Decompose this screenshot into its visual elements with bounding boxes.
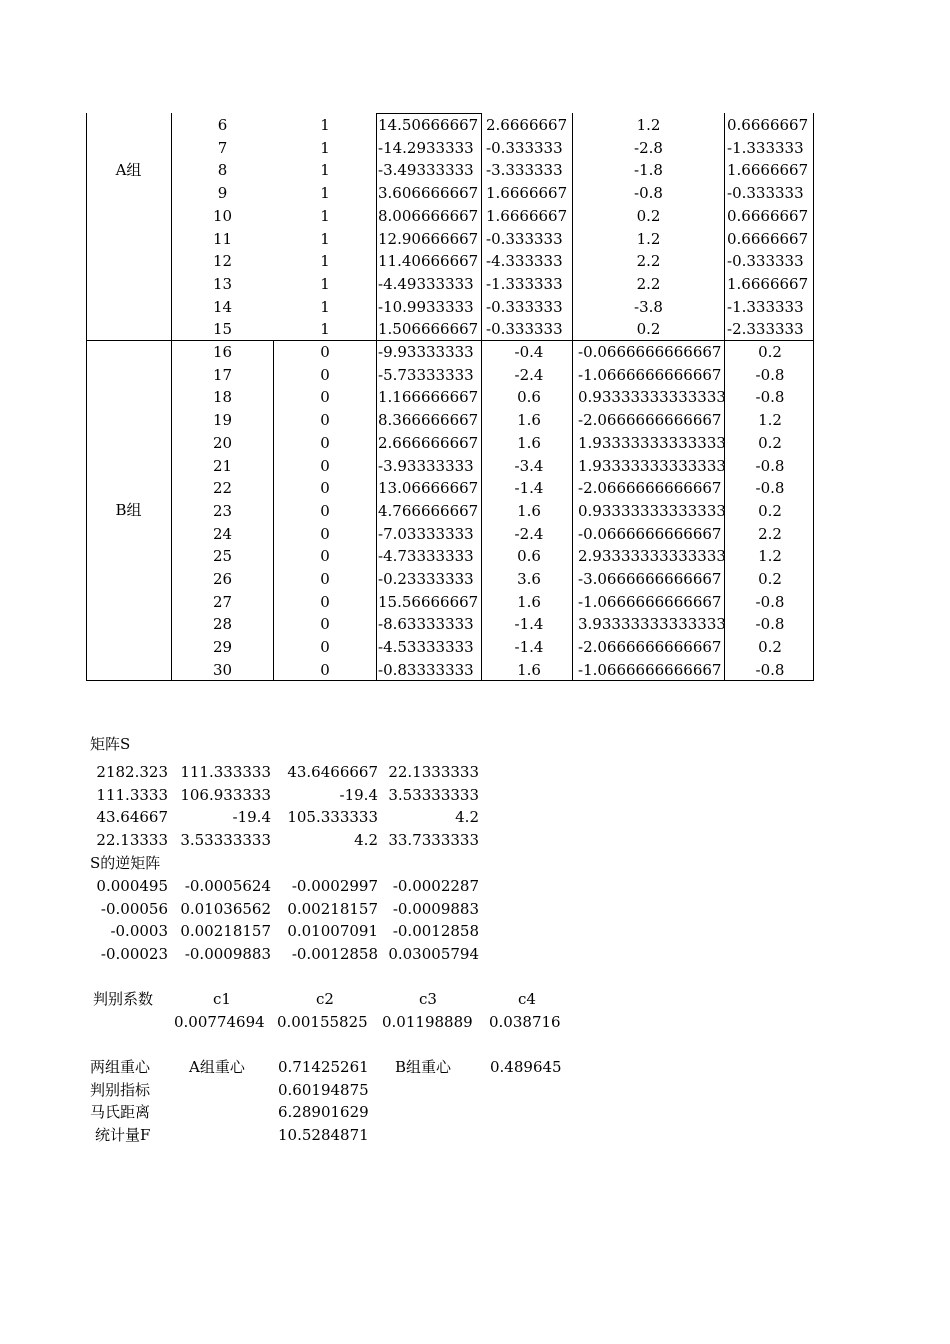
table-cell: 1 bbox=[320, 116, 330, 134]
matrix-s-title: 矩阵S bbox=[90, 735, 131, 753]
table-cell: 13 bbox=[212, 274, 233, 293]
matrix-cell: -0.0009883 bbox=[184, 945, 271, 964]
table-cell: 16 bbox=[212, 343, 233, 361]
table-cell: 3.6 bbox=[517, 570, 541, 588]
table-cell: 0.6 bbox=[517, 388, 541, 407]
table-cell: -1.0666666666667 bbox=[578, 365, 722, 384]
a-centroid-value: 0.71425261 bbox=[278, 1058, 369, 1076]
table-cell: -1.4 bbox=[514, 479, 544, 498]
coefficient-value: 0.01198889 bbox=[382, 1013, 473, 1031]
table-cell: 23 bbox=[212, 501, 233, 520]
matrix-cell: -19.4 bbox=[232, 808, 271, 827]
table-cell: -1.333333 bbox=[727, 297, 804, 316]
table-cell: 11.40666667 bbox=[378, 252, 479, 271]
table-cell: -4.53333333 bbox=[378, 638, 474, 657]
table-border bbox=[376, 340, 377, 681]
matrix-cell: 105.333333 bbox=[287, 808, 378, 827]
table-cell: -0.8 bbox=[755, 365, 785, 384]
table-cell: 2.2 bbox=[636, 274, 661, 293]
table-cell: 14 bbox=[212, 297, 233, 316]
b-centroid-value: 0.489645 bbox=[490, 1058, 562, 1076]
table-cell: 1.93333333333333 bbox=[578, 433, 726, 452]
index-value: 0.60194875 bbox=[278, 1081, 369, 1099]
table-cell: 0.2 bbox=[758, 501, 782, 520]
table-cell: -14.2933333 bbox=[378, 138, 474, 157]
matrix-cell: 3.53333333 bbox=[388, 785, 479, 804]
table-cell: 0 bbox=[320, 433, 330, 452]
table-border bbox=[86, 113, 87, 681]
table-cell: 2.2 bbox=[636, 252, 661, 271]
table-cell: 0 bbox=[320, 365, 330, 384]
mahalanobis-label: 马氏距离 bbox=[90, 1103, 151, 1121]
index-label: 判别指标 bbox=[90, 1081, 151, 1099]
table-cell: 18 bbox=[212, 388, 233, 407]
table-cell: 1.2 bbox=[636, 116, 661, 134]
table-cell: 1.6666667 bbox=[727, 274, 809, 293]
table-cell: -0.333333 bbox=[727, 184, 804, 203]
table-cell: 0.2 bbox=[758, 433, 782, 452]
table-cell: -0.8 bbox=[755, 388, 785, 407]
table-cell: 1.93333333333333 bbox=[578, 456, 726, 475]
table-cell: 0.2 bbox=[758, 570, 782, 588]
table-cell: -1.8 bbox=[634, 161, 663, 180]
table-cell: 9 bbox=[217, 184, 228, 203]
table-cell: 0 bbox=[320, 411, 330, 430]
table-cell: 1 bbox=[320, 320, 330, 339]
table-cell: 1 bbox=[320, 138, 330, 157]
group-b-label: B组 bbox=[115, 501, 142, 519]
table-cell: 10 bbox=[212, 206, 233, 225]
table-cell: 20 bbox=[212, 433, 233, 452]
table-cell: 1 bbox=[320, 184, 330, 203]
table-border bbox=[813, 113, 814, 681]
table-cell: -1.333333 bbox=[727, 138, 804, 157]
table-cell: 1.2 bbox=[758, 547, 782, 566]
table-cell: 2.6666667 bbox=[486, 116, 568, 134]
table-cell: 1 bbox=[320, 229, 330, 248]
table-cell: -2.4 bbox=[514, 365, 544, 384]
table-cell: -1.0666666666667 bbox=[578, 660, 722, 679]
table-cell: -2.0666666666667 bbox=[578, 638, 722, 657]
table-cell: 1 bbox=[320, 274, 330, 293]
matrix-cell: 43.64667 bbox=[96, 808, 168, 827]
matrix-cell: -19.4 bbox=[339, 785, 378, 804]
table-cell: 21 bbox=[212, 456, 233, 475]
f-stat-value: 10.5284871 bbox=[278, 1126, 369, 1144]
group-a-label: A组 bbox=[115, 161, 142, 179]
matrix-cell: 4.2 bbox=[354, 831, 378, 850]
matrix-cell: 0.01007091 bbox=[287, 922, 378, 941]
table-cell: 0.2 bbox=[758, 638, 782, 657]
table-cell: -10.9933333 bbox=[378, 297, 474, 316]
table-cell: 0.2 bbox=[636, 206, 661, 225]
table-cell: 0 bbox=[320, 570, 330, 588]
table-cell: 15 bbox=[212, 320, 233, 339]
table-cell: 0 bbox=[320, 501, 330, 520]
table-cell: 0 bbox=[320, 638, 330, 657]
matrix-cell: -0.00023 bbox=[100, 945, 168, 964]
matrix-cell: 0.00218157 bbox=[180, 922, 271, 941]
table-cell: 7 bbox=[217, 138, 228, 157]
table-cell: 1 bbox=[320, 161, 330, 180]
table-cell: 0 bbox=[320, 343, 330, 361]
mahalanobis-value: 6.28901629 bbox=[278, 1103, 369, 1121]
matrix-cell: 0.00218157 bbox=[287, 899, 378, 918]
table-cell: 1.2 bbox=[636, 229, 661, 248]
table-cell: 0.2 bbox=[758, 343, 782, 361]
matrix-cell: 111.333333 bbox=[180, 763, 271, 781]
table-cell: -1.0666666666667 bbox=[578, 592, 722, 611]
table-cell: 1 bbox=[320, 206, 330, 225]
table-cell: 1.6 bbox=[517, 433, 541, 452]
matrix-cell: 0.000495 bbox=[96, 877, 168, 895]
table-cell: 0.93333333333333 bbox=[578, 501, 726, 520]
table-cell: -2.333333 bbox=[727, 320, 804, 339]
matrix-cell: 43.6466667 bbox=[287, 763, 378, 781]
matrix-cell: -0.00056 bbox=[100, 899, 168, 918]
table-cell: 2.666666667 bbox=[378, 433, 479, 452]
table-cell: -0.8 bbox=[634, 184, 663, 203]
table-cell: 17 bbox=[212, 365, 233, 384]
table-cell: 4.766666667 bbox=[378, 501, 479, 520]
coefficient-header: c3 bbox=[419, 990, 437, 1008]
table-cell: 1.506666667 bbox=[378, 320, 479, 339]
matrix-cell: 2182.323 bbox=[96, 763, 168, 781]
table-cell: 0 bbox=[320, 660, 330, 679]
coefficient-header: c1 bbox=[213, 990, 231, 1008]
table-cell: -3.333333 bbox=[486, 161, 563, 180]
table-cell: -1.333333 bbox=[486, 274, 563, 293]
coefficient-value: 0.00774694 bbox=[174, 1013, 265, 1031]
matrix-cell: -0.0012858 bbox=[392, 922, 479, 941]
table-cell: 1.6 bbox=[517, 592, 541, 611]
table-cell: 0.6666667 bbox=[727, 229, 809, 248]
matrix-cell: 22.1333333 bbox=[388, 763, 479, 781]
table-cell: 3.606666667 bbox=[378, 184, 479, 203]
table-cell: 19 bbox=[212, 411, 233, 430]
table-cell: -0.23333333 bbox=[378, 570, 474, 588]
table-cell: 1 bbox=[320, 297, 330, 316]
matrix-cell: 3.53333333 bbox=[180, 831, 271, 850]
table-cell: -0.333333 bbox=[486, 229, 563, 248]
table-cell: -3.8 bbox=[634, 297, 663, 316]
table-cell: -0.8 bbox=[755, 592, 785, 611]
table-cell: 0.6666667 bbox=[727, 206, 809, 225]
table-cell: 0.6 bbox=[517, 547, 541, 566]
matrix-cell: 111.3333 bbox=[96, 785, 168, 804]
table-cell: -4.49333333 bbox=[378, 274, 474, 293]
matrix-cell: -0.0002997 bbox=[291, 877, 378, 895]
table-cell: -1.4 bbox=[514, 638, 544, 657]
table-cell: 1.6 bbox=[517, 411, 541, 430]
coefficient-header: c4 bbox=[518, 990, 536, 1008]
table-cell: -0.8 bbox=[755, 456, 785, 475]
table-cell: 0 bbox=[320, 615, 330, 634]
table-cell: 3.93333333333333 bbox=[578, 615, 726, 634]
coefficient-value: 0.038716 bbox=[489, 1013, 561, 1031]
table-cell: 27 bbox=[212, 592, 233, 611]
table-cell: -0.8 bbox=[755, 479, 785, 498]
table-cell: -1.4 bbox=[514, 615, 544, 634]
matrix-cell: 0.01036562 bbox=[180, 899, 271, 918]
table-cell: -4.73333333 bbox=[378, 547, 474, 566]
table-cell: -0.8 bbox=[755, 615, 785, 634]
table-cell: 1.6666667 bbox=[486, 206, 568, 225]
table-cell: -0.83333333 bbox=[378, 660, 474, 679]
matrix-cell: -0.0005624 bbox=[184, 877, 271, 895]
table-cell: -2.4 bbox=[514, 524, 544, 543]
table-cell: 8.006666667 bbox=[378, 206, 479, 225]
table-cell: 12 bbox=[212, 252, 233, 271]
table-cell: 1.166666667 bbox=[378, 388, 479, 407]
matrix-cell: 33.7333333 bbox=[388, 831, 479, 850]
f-stat-label: 统计量F bbox=[95, 1126, 151, 1144]
table-cell: -5.73333333 bbox=[378, 365, 474, 384]
centroid-label: 两组重心 bbox=[90, 1058, 151, 1076]
table-cell: -0.4 bbox=[514, 343, 544, 361]
table-cell: 2.93333333333333 bbox=[578, 547, 726, 566]
table-cell: -0.333333 bbox=[486, 297, 563, 316]
b-centroid-label: B组重心 bbox=[395, 1058, 452, 1076]
table-cell: 0.2 bbox=[636, 320, 661, 339]
table-cell: 26 bbox=[212, 570, 233, 588]
table-cell: -0.333333 bbox=[727, 252, 804, 271]
matrix-s-inv-title: S的逆矩阵 bbox=[90, 854, 161, 872]
matrix-cell: -0.0009883 bbox=[392, 899, 479, 918]
table-cell: 28 bbox=[212, 615, 233, 634]
table-cell: -3.49333333 bbox=[378, 161, 474, 180]
a-centroid-label: A组重心 bbox=[189, 1058, 245, 1076]
table-cell: 24 bbox=[212, 524, 233, 543]
table-cell: -0.333333 bbox=[486, 320, 563, 339]
table-cell: 12.90666667 bbox=[378, 229, 479, 248]
table-cell: -0.333333 bbox=[486, 138, 563, 157]
matrix-cell: 106.933333 bbox=[180, 785, 271, 804]
table-cell: 0.6666667 bbox=[727, 116, 809, 134]
table-cell: -2.8 bbox=[634, 138, 663, 157]
matrix-cell: -0.0003 bbox=[110, 922, 168, 941]
table-cell: 1.6 bbox=[517, 660, 541, 679]
coefficient-header: c2 bbox=[316, 990, 334, 1008]
table-cell: -8.63333333 bbox=[378, 615, 474, 634]
table-cell: 1.6666667 bbox=[727, 161, 809, 180]
table-cell: 25 bbox=[212, 547, 233, 566]
table-cell: 0.93333333333333 bbox=[578, 388, 726, 407]
table-cell: 1.6666667 bbox=[486, 184, 568, 203]
table-cell: 0 bbox=[320, 547, 330, 566]
table-cell: 2.2 bbox=[758, 524, 782, 543]
table-cell: 15.56666667 bbox=[378, 592, 479, 611]
table-cell: 22 bbox=[212, 479, 233, 498]
matrix-cell: -0.0012858 bbox=[291, 945, 378, 964]
table-cell: 8.366666667 bbox=[378, 411, 479, 430]
table-cell: -0.0666666666667 bbox=[578, 524, 722, 543]
table-cell: 1.6 bbox=[517, 501, 541, 520]
table-cell: -3.0666666666667 bbox=[578, 570, 722, 588]
table-cell: -9.93333333 bbox=[378, 343, 474, 361]
table-cell: -3.4 bbox=[514, 456, 544, 475]
discriminant-label: 判别系数 bbox=[93, 990, 154, 1008]
table-cell: -2.0666666666667 bbox=[578, 479, 722, 498]
table-cell: 1 bbox=[320, 252, 330, 271]
table-cell: 30 bbox=[212, 660, 233, 679]
table-cell: 8 bbox=[217, 161, 228, 180]
matrix-cell: 0.03005794 bbox=[388, 945, 479, 964]
table-cell: 0 bbox=[320, 388, 330, 407]
matrix-cell: 22.13333 bbox=[96, 831, 168, 850]
table-cell: 0 bbox=[320, 479, 330, 498]
table-cell: -0.0666666666667 bbox=[578, 343, 722, 361]
table-cell: -7.03333333 bbox=[378, 524, 474, 543]
table-cell: 0 bbox=[320, 456, 330, 475]
matrix-cell: 4.2 bbox=[455, 808, 479, 827]
table-cell: -4.333333 bbox=[486, 252, 563, 271]
table-cell: 0 bbox=[320, 524, 330, 543]
table-cell: -2.0666666666667 bbox=[578, 411, 722, 430]
table-cell: 13.06666667 bbox=[378, 479, 479, 498]
matrix-cell: -0.0002287 bbox=[392, 877, 479, 895]
coefficient-value: 0.00155825 bbox=[277, 1013, 368, 1031]
table-cell: -3.93333333 bbox=[378, 456, 474, 475]
table-cell: 11 bbox=[212, 229, 233, 248]
table-cell: 6 bbox=[217, 116, 228, 134]
table-cell: 1.2 bbox=[758, 411, 782, 430]
table-cell: 0 bbox=[320, 592, 330, 611]
table-cell: 14.50666667 bbox=[378, 116, 479, 134]
table-cell: -0.8 bbox=[755, 660, 785, 679]
table-cell: 29 bbox=[212, 638, 233, 657]
